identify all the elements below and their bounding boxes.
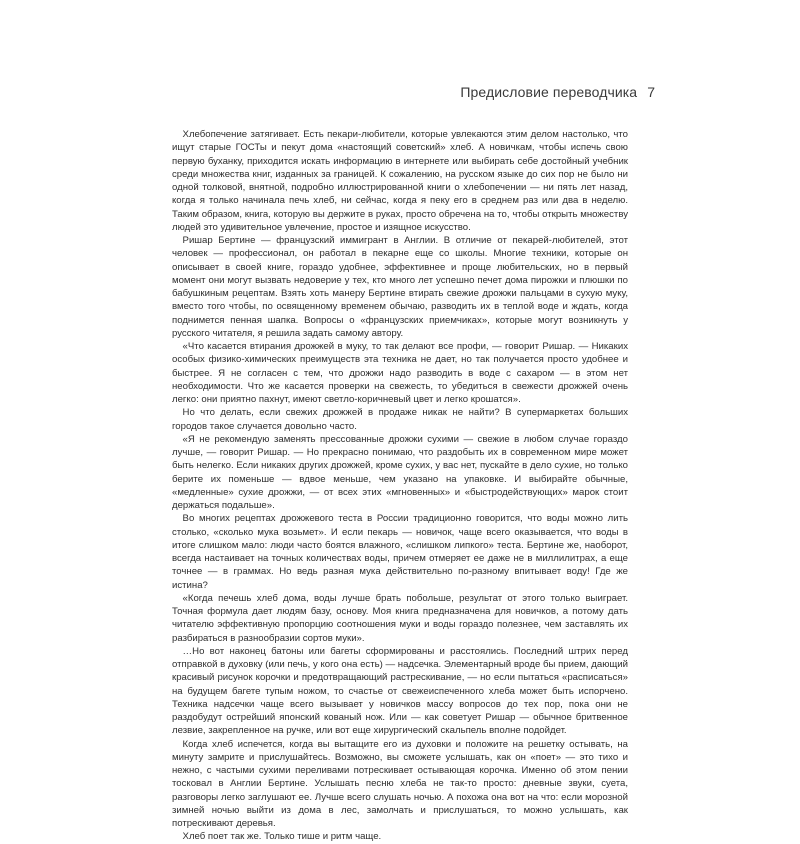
paragraph: …Но вот наконец батоны или багеты сформированы и расстоялись. Последний штрих перед отправкой в духовку (или печь, у кого она есть) — надсечка. Элементарный вроде бы прием, дающий красивый рисунок корочки и предотвращающий растрескивание, — но если пытаться «расписаться» на будущем багете тупым ножом, то счастье от свежеиспеченного хлеба может быть испорчено. Техника надсечки чаще всего вызывает у новичков массу вопросов до тех пор, пока они не раздобудут острейший японский кованый нож. Или — как советует Ришар — обычное бритвенное лезвие, закрепленное на ручке, или вот еще хирургический скальпель вполне подойдет. (172, 645, 628, 737)
paragraph: «Что касается втирания дрожжей в муку, то так делают все профи, — говорит Ришар. — Никаких особых физико-химических преимуществ эта техника не дает, но так получается просто удобнее и быстрее. Я не согласен с тем, что дрожжи надо разводить в воде с сахаром — в этом нет необходимости. Что же касается проверки на свежесть, то убедиться в свежести дрожжей очень легко: они приятно пахнут, имеют светло-коричневый цвет и легко крошатся». (172, 341, 628, 405)
body-text (172, 128, 628, 844)
paragraph: Во многих рецептах дрожжевого теста в России традиционно говорится, что воды можно лить столько, «сколько мука возьмет». И если пекарь — новичок, чаще всего оказывается, что воды в итоге слишком мало: люди часто боятся влажного, «слишком липкого» теста. Бертине же, наоборот, всегда настаивает на точных количествах воды, причем отмеряет ее даже не в миллилитрах, а еще точнее — в граммах. Но ведь разная мука действительно по-разному впитывает воду! Где же истина? (172, 513, 628, 591)
chapter-title: Предисловие переводчика (460, 84, 638, 100)
paragraph: Хлеб поет так же. Только тише и ритм чаще. (182, 831, 382, 843)
paragraph: Хлебопечение затягивает. Есть пекари-любители, которые увлекаются этим делом настолько, что ищут старые ГОСТы и пекут дома «настоящий советский» хлеб. А новичкам, чтобы испечь свою первую буханку, приходится искать информацию в интернете или выбирать себе достойный учебник среди множества книг, изданных за границей. К сожалению, на русском языке до сих пор не было ни одной толковой, внятной, подробно иллюстрированной книги о хлебопечении — ни пять лет назад, когда я только начинала печь хлеб, ни сейчас, когда я пеку его в среднем раз или два в неделю. Таким образом, книга, которую вы держите в руках, просто обречена на то, чтобы открыть множеству людей это удивительное увлечение, простое и изящное искусство. (172, 129, 628, 233)
paragraph: Когда хлеб испечется, когда вы вытащите его из духовки и положите на решетку остывать, на минуту замрите и прислушайтесь. Возможно, вы сможете услышать, как он «поет» — это тихо и нежно, с частыми сухими переливами потрескивает остывающая корочка. Именно об этом пении тосковал в Англии Бертине. Услышать песню хлеба не так-то просто: дневные звуки, суета, разговоры легко заглушают ее. Лучше всего слушать ночью. А похожа она вот на что: если морозной зимней ночью выйти из дома в лес, замолчать и прислушаться, то можно услышать, как потрескивают деревья. (172, 738, 628, 829)
paragraph: Но что делать, если свежих дрожжей в продаже никак не найти? В супермаркетах больших городов такое случается довольно часто. (172, 407, 628, 432)
running-header (460, 84, 655, 100)
paragraph: «Когда печешь хлеб дома, воды лучше брать побольше, результат от этого только выиграет. Точная формула дает людям базу, основу. Моя книга предназначена для новичков, а потому дать читателю эффективную пропорцию соотношения муки и воды гораздо полезнее, чем заставлять их разбираться в разнообразии сортов муки». (172, 592, 628, 644)
paragraph: Ришар Бертине — французский иммигрант в Англии. В отличие от пекарей-любителей, этот человек — профессионал, он работал в пекарне еще со школы. Многие техники, которые он описывает в своей книге, гораздо удобнее, эффективнее и проще любительских, но в первый момент они могут вызвать недоверие у тех, кто много лет успешно печет дома пирожки и плюшки по бабушкиным рецептам. Взять хоть манеру Бертине втирать свежие дрожжи пальцами в сухую муку, вместо того чтобы, по освященному временем обычаю, разводить их в теплой воде и ждать, когда поднимется пенная шапка. Вопросы о «французских приемчиках», которые могут возникнуть у русского читателя, я решила задать самому автору. (172, 235, 628, 339)
paragraph: «Я не рекомендую заменять прессованные дрожжи сухими — свежие в любом случае гораздо лучше, — говорит Ришар. — Но прекрасно понимаю, что раздобыть их в современном мире может быть нелегко. Если никаких других дрожжей, кроме сухих, у вас нет, пускайте в дело сухие, но только берите их поменьше — вдвое меньше, чем указано на упаковке. И выбирайте обычные, «медленные» сухие дрожжи, — от всех этих «мгновенных» и «быстродействующих» марок стоит держаться подальше». (172, 433, 628, 511)
page-number: 7 (647, 84, 655, 100)
